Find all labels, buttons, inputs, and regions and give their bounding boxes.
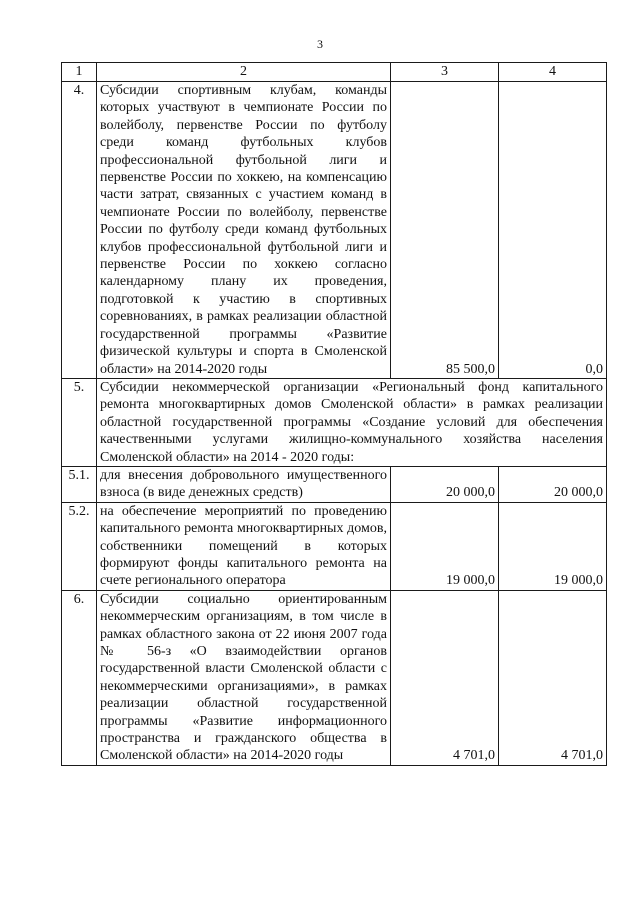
- table-row: [62, 590, 607, 765]
- row-value-col3: 4 701,0: [391, 590, 499, 765]
- row-description: для внесения добровольного имущественного взноса (в виде денежных средств): [97, 466, 391, 502]
- table-row: [62, 466, 607, 502]
- row-value-col3: 19 000,0: [391, 502, 499, 590]
- row-description: на обеспечение мероприятий по проведению капитального ремонта многоквартирных домов, собственники помещений в которых формируют фонды капитального ремонта на счете регионального оператора: [97, 502, 391, 590]
- row-value-col4: 20 000,0: [499, 466, 607, 502]
- column-header-4: 4: [499, 63, 607, 82]
- row-number: 4.: [62, 82, 97, 379]
- row-description: Субсидии некоммерческой организации «Региональный фонд капитального ремонта многоквартирных домов Смоленской области» в рамках реализации областной государственной программы «Создание условий для обеспечения качественными услугами жилищно-коммунального хозяйства населения Смоленской области» на 2014 - 2020 годы:: [97, 378, 607, 466]
- row-value-col4: 0,0: [499, 82, 607, 379]
- table-row: [62, 378, 607, 466]
- row-number: 6.: [62, 590, 97, 765]
- table-row: [62, 82, 607, 379]
- row-number: 5.1.: [62, 466, 97, 502]
- row-description: Субсидии социально ориентированным некоммерческим организациям, в том числе в рамках областного закона от 22 июня 2007 года № 56-з «О взаимодействии органов государственной власти Смоленской области с некоммерческими организациями», в рамках реализации областной государственной программы «Развитие информационного пространства и гражданского общества в Смоленской области» на 2014-2020 годы: [97, 590, 391, 765]
- row-value-col3: 85 500,0: [391, 82, 499, 379]
- column-header-2: 2: [97, 63, 391, 82]
- page-number: 3: [317, 37, 323, 51]
- column-header-3: 3: [391, 63, 499, 82]
- subsidies-table: [61, 62, 607, 766]
- row-number: 5.: [62, 378, 97, 466]
- row-description: Субсидии спортивным клубам, команды которых участвуют в чемпионате России по волейболу, первенстве России по футболу среди команд футбольных клубов профессиональной футбольной лиги и первенстве России по хоккею, на компенсацию части затрат, связанных с участием команд в чемпионате России по волейболу, первенстве России по футболу среди команд футбольных клубов профессиональной футбольной лиги и первенстве России по хоккею согласно календарному плану их проведения, подготовкой к участию в спортивных соревнованиях, в рамках реализации областной государственной программы «Развитие физической культуры и спорта в Смоленской области» на 2014-2020 годы: [97, 82, 391, 379]
- row-number: 5.2.: [62, 502, 97, 590]
- column-header-1: 1: [62, 63, 97, 82]
- row-value-col4: 19 000,0: [499, 502, 607, 590]
- table-header-row: [62, 63, 607, 82]
- row-value-col4: 4 701,0: [499, 590, 607, 765]
- table-row: [62, 502, 607, 590]
- row-value-col3: 20 000,0: [391, 466, 499, 502]
